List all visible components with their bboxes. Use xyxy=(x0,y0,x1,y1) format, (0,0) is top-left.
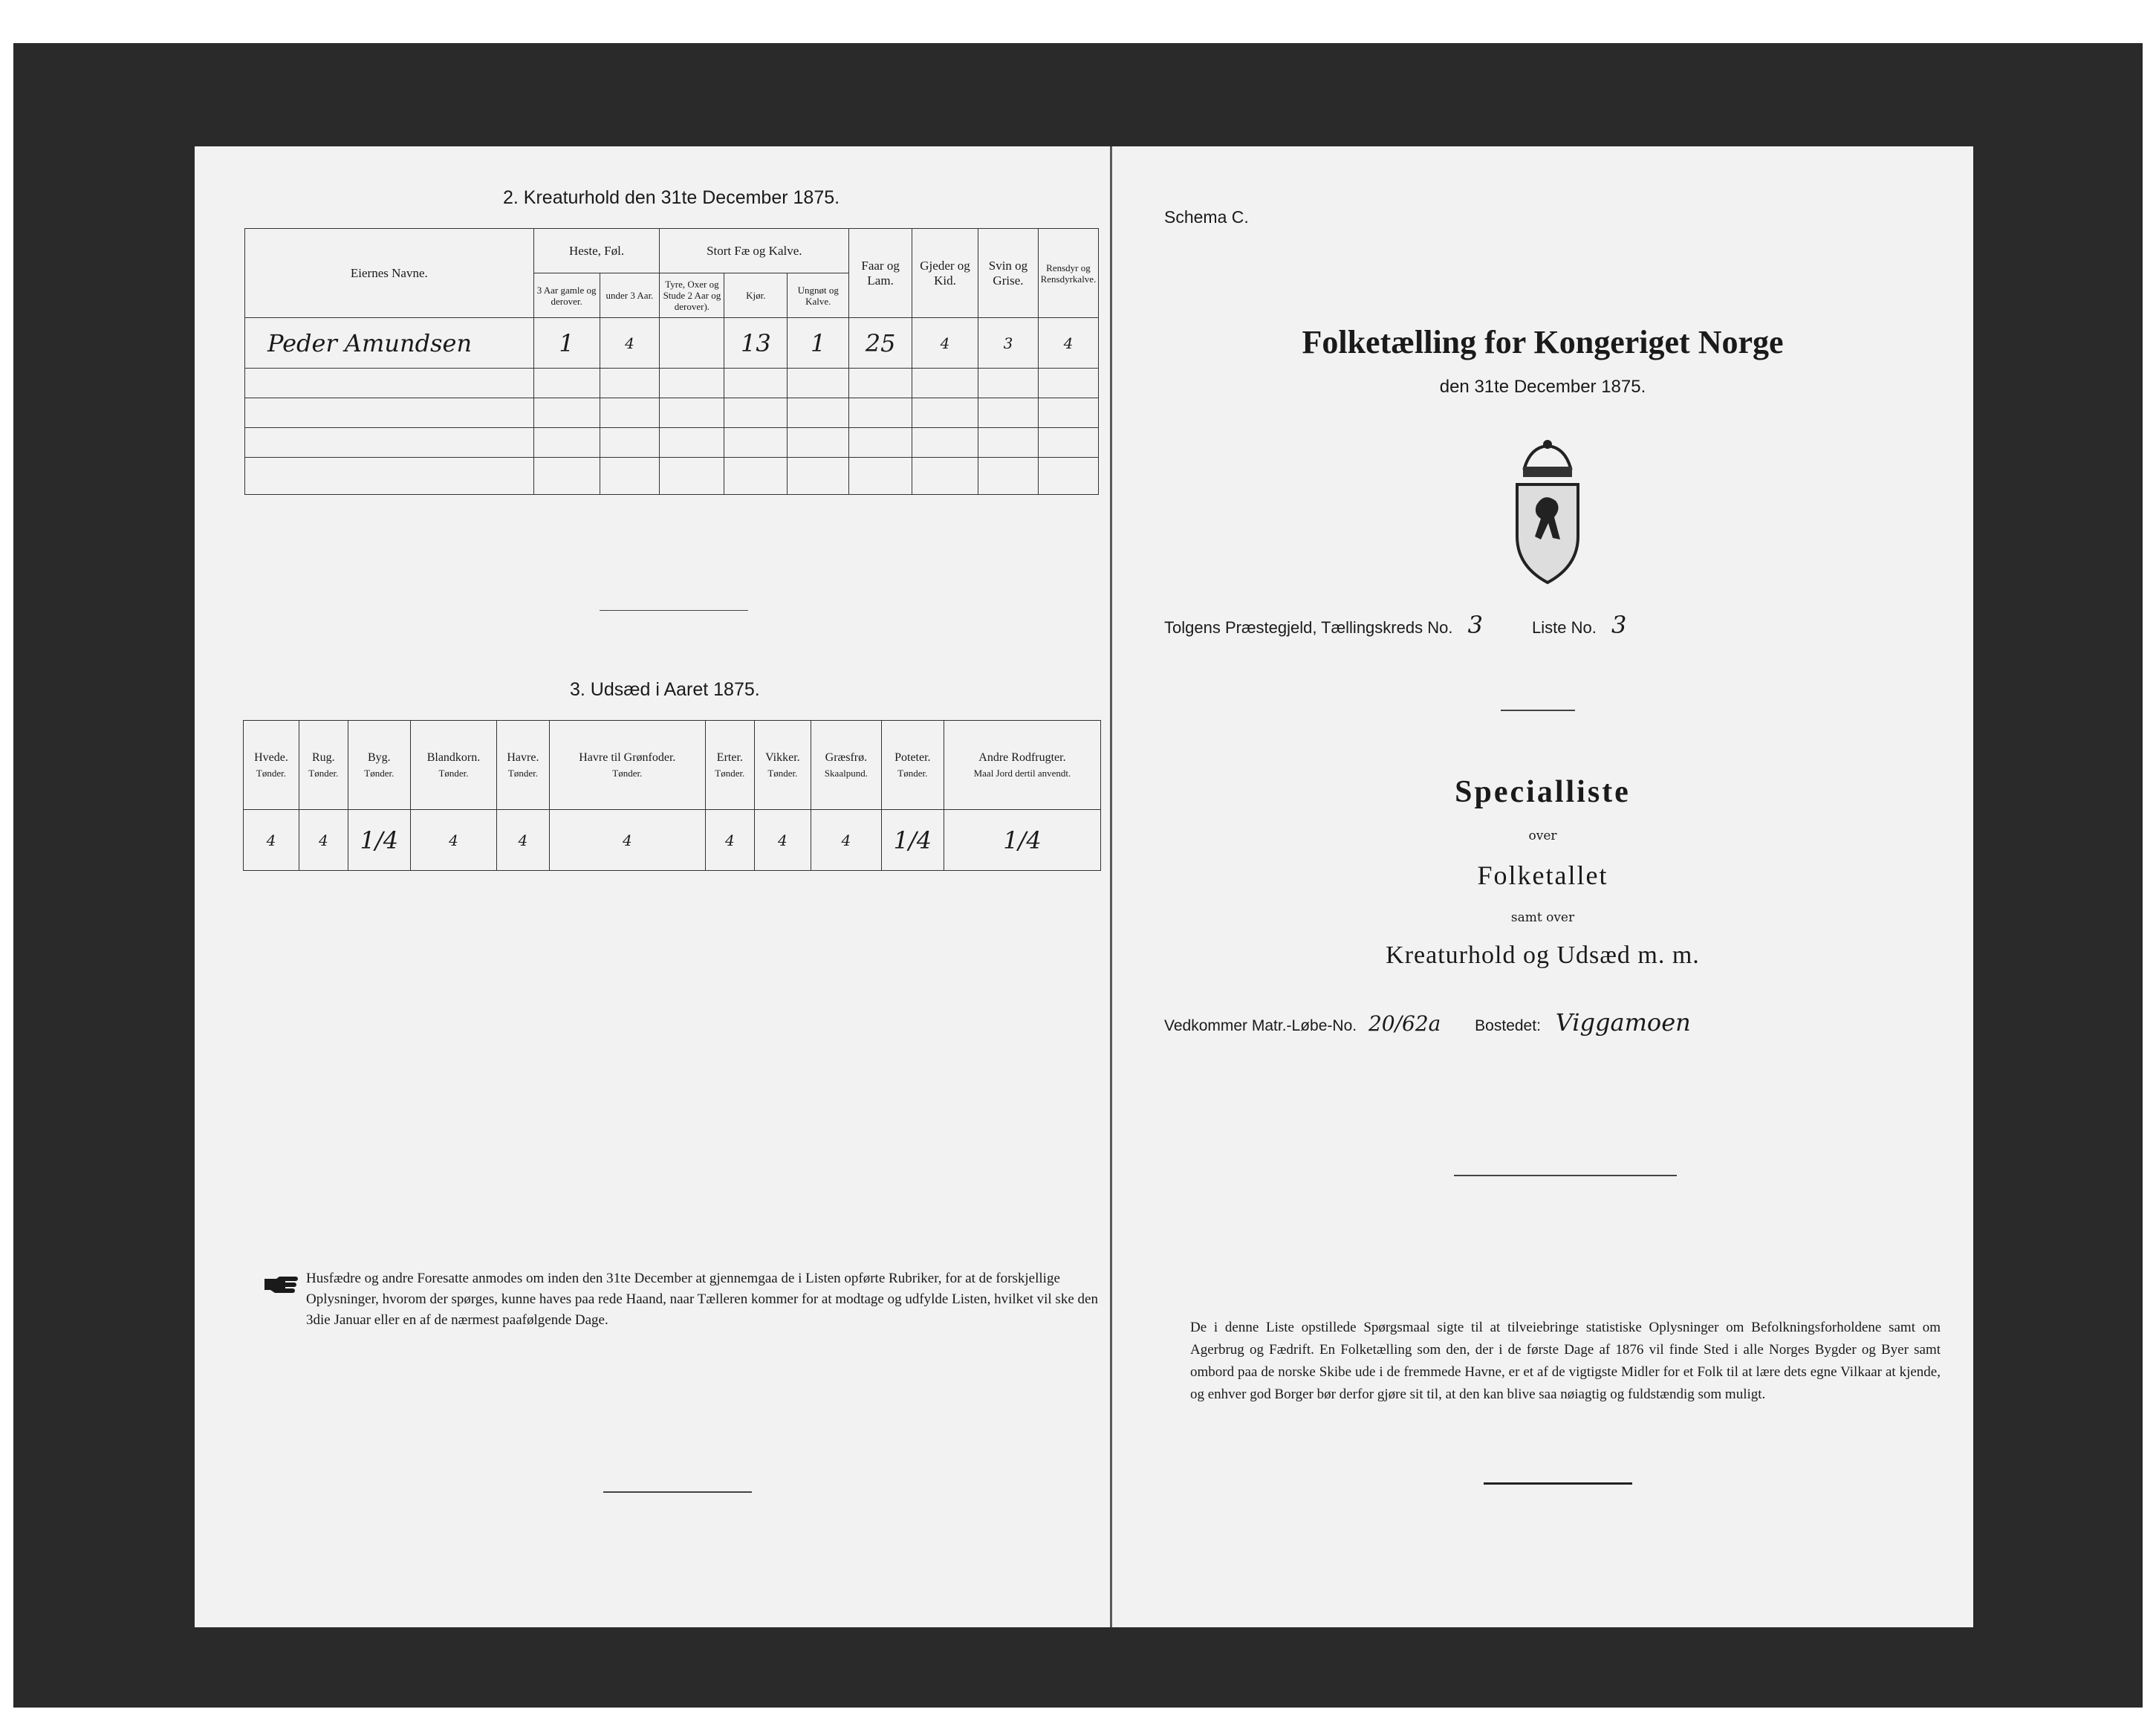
section2-title: 2. Kreaturhold den 31te December 1875. xyxy=(503,187,840,208)
divider xyxy=(600,610,748,611)
seed-col-name: Byg. xyxy=(367,750,391,764)
section3-title: 3. Udsæd i Aaret 1875. xyxy=(570,679,760,700)
seed-col-unit: Tønder. xyxy=(308,767,339,779)
bosted-value: Viggamoen xyxy=(1555,1008,1691,1037)
seed-col-unit: Tønder. xyxy=(715,767,745,779)
seed-value: 1/4 xyxy=(881,810,944,871)
seed-col-name: Erter. xyxy=(716,750,743,764)
cell-h2: 4 xyxy=(600,318,660,369)
seed-col-header xyxy=(705,721,754,810)
seed-col-header xyxy=(881,721,944,810)
seed-value: 1/4 xyxy=(348,810,410,871)
col-svin: Svin og Grise. xyxy=(978,229,1039,318)
date-line: den 31te December 1875. xyxy=(1439,377,1646,397)
cell-s3: 1 xyxy=(788,318,849,369)
liste-number: 3 xyxy=(1611,611,1627,639)
col-stort-c: Ungnøt og Kalve. xyxy=(788,273,849,318)
schema-label: Schema C. xyxy=(1164,207,1249,227)
seed-value: 4 xyxy=(754,810,811,871)
seed-col-name: Græsfrø. xyxy=(825,750,868,764)
seed-col-header xyxy=(944,721,1100,810)
seed-value: 4 xyxy=(549,810,705,871)
pointing-hand-icon xyxy=(263,1274,300,1294)
col-stort: Stort Fæ og Kalve. xyxy=(660,229,849,273)
seed-col-name: Havre til Grønfoder. xyxy=(579,750,676,764)
col-gjeder: Gjeder og Kid. xyxy=(912,229,978,318)
seed-col-header xyxy=(754,721,811,810)
seed-col-header xyxy=(244,721,299,810)
seed-col-unit: Tønder. xyxy=(612,767,643,779)
cell-gjeder: 4 xyxy=(912,318,978,369)
seed-col-header xyxy=(299,721,348,810)
col-stort-b: Kjør. xyxy=(724,273,788,318)
col-owner: Eiernes Navne. xyxy=(245,229,534,318)
seed-col-unit: Tønder. xyxy=(767,767,798,779)
table-row xyxy=(245,458,1099,495)
col-stort-a: Tyre, Oxer og Stude 2 Aar og derover). xyxy=(660,273,724,318)
cell-rens: 4 xyxy=(1038,318,1098,369)
kreds-number: 3 xyxy=(1467,611,1483,639)
notice-text: Husfædre og andre Foresatte anmodes om inden den 31te December at gjennemgaa de i Listen opførte Rubriker, for at de forskjellige Oplysninger, hvorom der spørges, kunne haves paa rede Haand, naar Tælleren kommer for at modtage og udfylde Listen, hvilket vil ske den 3die Januar eller en af de nærmest paafølgende Dage. xyxy=(306,1271,1098,1328)
table-row xyxy=(245,318,1099,369)
seed-value: 4 xyxy=(299,810,348,871)
cell-h1: 1 xyxy=(533,318,600,369)
table-row xyxy=(245,398,1099,428)
seed-col-name: Rug. xyxy=(311,750,335,764)
owner-name: Peder Amundsen xyxy=(245,318,534,369)
seed-col-header xyxy=(410,721,496,810)
seed-col-name: Blandkorn. xyxy=(426,750,481,764)
table-row xyxy=(245,369,1099,398)
seed-col-header xyxy=(549,721,705,810)
seed-col-name: Vikker. xyxy=(765,750,800,764)
divider xyxy=(1501,710,1575,711)
folketallet-title: Folketallet xyxy=(1477,860,1608,890)
bosted-label: Bostedet: xyxy=(1475,1017,1541,1034)
seed-col-name: Havre. xyxy=(507,750,539,764)
cell-faar: 25 xyxy=(849,318,912,369)
cell-svin: 3 xyxy=(978,318,1039,369)
location-prefix: Tolgens Præstegjeld, Tællingskreds No. xyxy=(1164,618,1453,637)
coat-of-arms-icon xyxy=(1508,438,1587,587)
livestock-table xyxy=(244,228,1099,495)
seed-table xyxy=(243,720,1101,871)
footer-text: De i denne Liste opstillede Spørgsmaal sigte til at tilveiebringe statistiske Oplysninger om Befolkningsforholdene samt om Agerbrug og Fædrift. En Folketælling som den, der i de første Dage af 1876 vil finde Sted i alle Norges Bygder og Byer samt ombord paa de norske Skibe ude i de fremmede Havne, er et af de vigtigste Midler for et Folk til at lære dets egne Vilkaar at kjende, og enhver god Borger bør derfor gjøre sit til, at den kan blive saa nøiagtig og fuldstændig som muligt. xyxy=(1190,1320,1941,1402)
seed-col-unit: Tønder. xyxy=(364,767,394,779)
over-text: over xyxy=(1528,829,1557,843)
seed-col-unit: Tønder. xyxy=(897,767,928,779)
left-page xyxy=(195,146,1111,1627)
matr-value: 20/62a xyxy=(1368,1011,1441,1036)
seed-value: 1/4 xyxy=(944,810,1100,871)
divider xyxy=(1454,1175,1677,1176)
seed-col-name: Hvede. xyxy=(254,750,288,764)
right-page xyxy=(1112,146,1973,1627)
table-row xyxy=(244,810,1101,871)
col-heste-a: 3 Aar gamle og derover. xyxy=(533,273,600,318)
seed-col-name: Poteter. xyxy=(894,750,931,764)
table-row xyxy=(245,428,1099,458)
seed-col-unit: Tønder. xyxy=(256,767,286,779)
seed-col-header xyxy=(811,721,882,810)
kreaturhold-title: Kreaturhold og Udsæd m. m. xyxy=(1386,941,1700,969)
seed-value: 4 xyxy=(497,810,550,871)
location-line xyxy=(1164,611,1626,639)
divider xyxy=(1484,1482,1632,1485)
col-heste-b: under 3 Aar. xyxy=(600,273,660,318)
cell-s2: 13 xyxy=(724,318,788,369)
main-title: Folketælling for Kongeriget Norge xyxy=(1302,324,1784,360)
matr-line xyxy=(1164,1008,1691,1037)
seed-col-header xyxy=(497,721,550,810)
seed-value: 4 xyxy=(705,810,754,871)
matr-label: Vedkommer Matr.-Løbe-No. xyxy=(1164,1017,1357,1034)
col-faar: Faar og Lam. xyxy=(849,229,912,318)
seed-value: 4 xyxy=(811,810,882,871)
seed-col-unit: Tønder. xyxy=(438,767,469,779)
seed-col-unit: Tønder. xyxy=(507,767,538,779)
col-heste: Heste, Føl. xyxy=(533,229,660,273)
cell-s1 xyxy=(660,318,724,369)
seed-col-header xyxy=(348,721,410,810)
liste-label: Liste No. xyxy=(1532,618,1597,637)
divider xyxy=(603,1491,752,1493)
seed-col-unit: Maal Jord dertil anvendt. xyxy=(973,767,1071,779)
col-rensdyr: Rensdyr og Rensdyrkalve. xyxy=(1038,229,1098,318)
seed-col-unit: Skaalpund. xyxy=(824,767,868,779)
seed-value: 4 xyxy=(244,810,299,871)
specialliste-title: Specialliste xyxy=(1455,775,1631,809)
samt-over-text: samt over xyxy=(1510,910,1575,925)
seed-col-name: Andre Rodfrugter. xyxy=(978,750,1066,764)
seed-value: 4 xyxy=(410,810,496,871)
